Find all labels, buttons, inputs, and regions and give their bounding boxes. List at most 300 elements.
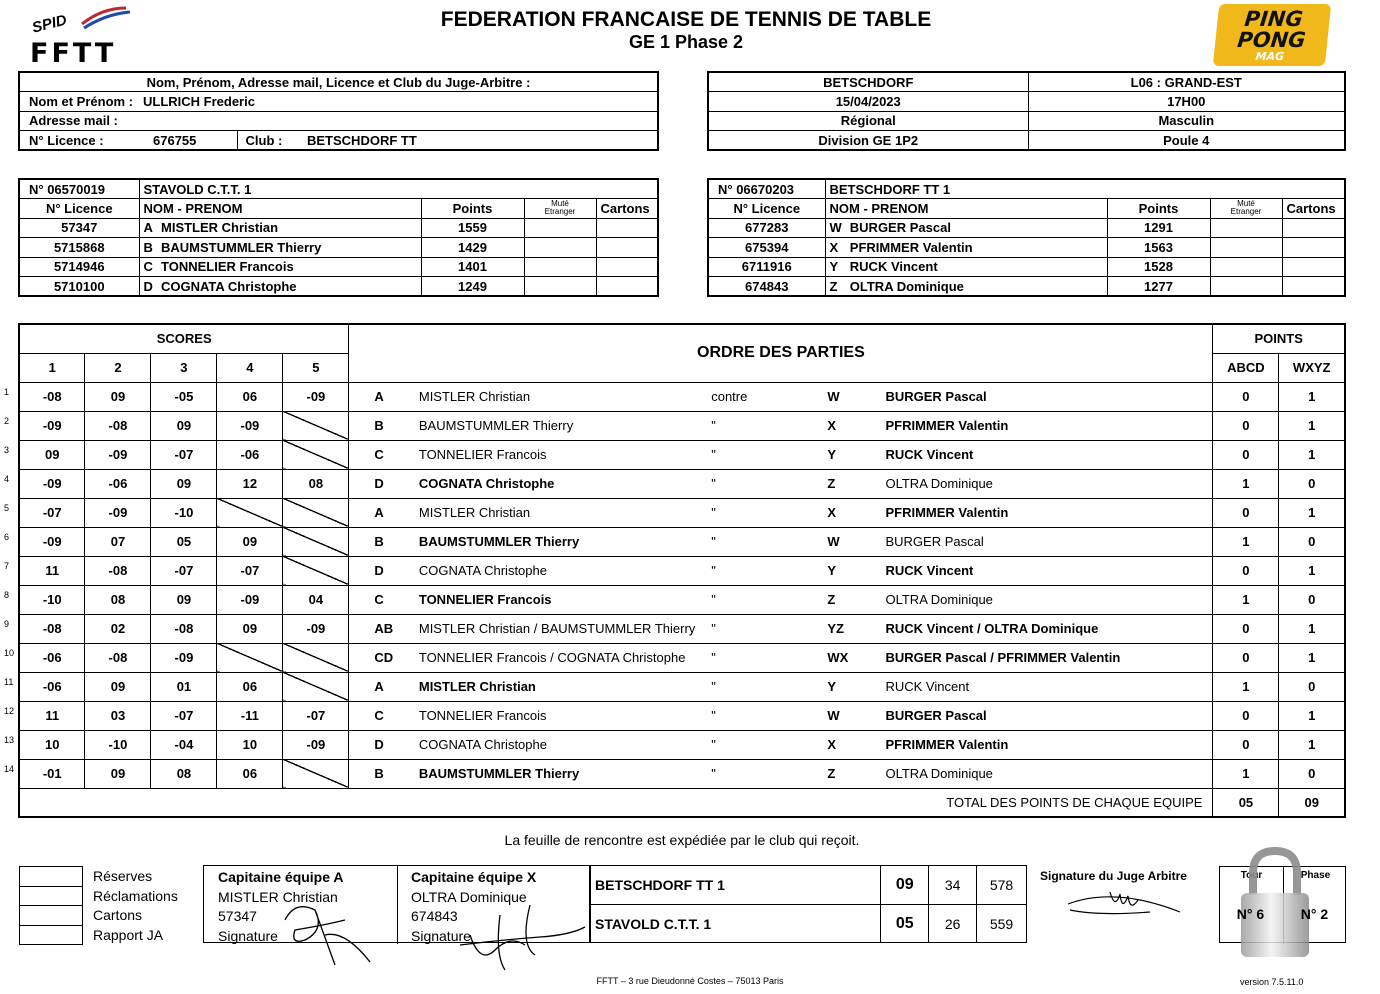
set-score: 06 [217,672,283,701]
points-x: 1 [1279,382,1345,411]
set-score: -06 [19,643,85,672]
set-score: -08 [85,643,151,672]
set-score: 09 [85,382,151,411]
result-score-2: 05 [881,905,929,943]
player-x-name: BURGER Pascal / PFRIMMER Valentin [871,643,1212,672]
set-score: 06 [217,382,283,411]
player-x-name: PFRIMMER Valentin [871,730,1212,759]
game-row [19,556,1345,585]
points-x: 1 [1279,498,1345,527]
versus-label: " [666,701,823,730]
match-league: L06 : GRAND-EST [1028,72,1345,92]
game-row [19,498,1345,527]
set-score [283,556,349,585]
player-a-letter: A [349,672,415,701]
player-x-letter: Y [823,440,871,469]
set-score: 04 [283,585,349,614]
referee-heading: Nom, Prénom, Adresse mail, Licence et Club du Juge-Arbitre : [19,72,658,92]
game-row [19,411,1345,440]
player-x-name: OLTRA Dominique [871,759,1212,788]
set-score [283,672,349,701]
player-x-letter: Y [823,556,871,585]
set-score [217,643,283,672]
set-score: -01 [19,759,85,788]
points-a: 0 [1213,498,1279,527]
set-score: 10 [217,730,283,759]
set-score [283,440,349,469]
set-score: -11 [217,701,283,730]
team-x-name: BETSCHDORF TT 1 [825,179,1345,199]
points-x: 0 [1279,759,1345,788]
points-a: 0 [1213,440,1279,469]
set-score: 02 [85,614,151,643]
row-number: 11 [4,677,14,687]
team-x-player-row: 675394 X PFRIMMER Valentin 1563 [708,238,1345,258]
set-score: -10 [19,585,85,614]
set-score: 08 [283,469,349,498]
team-x-col-cards: Cartons [1282,199,1345,219]
row-number: 4 [4,474,10,484]
set-4-label: 4 [217,353,283,382]
points-label: POINTS [1213,324,1345,353]
player-a-letter: CD [349,643,415,672]
set-score: 10 [19,730,85,759]
checklist-table [19,866,183,945]
versus-label: " [666,643,823,672]
versus-label: " [666,469,823,498]
checklist-rapport: Rapport JA [93,926,164,943]
result-pts-1: 578 [977,866,1027,905]
versus-label: " [666,440,823,469]
captain-a-name: MISTLER Christian [218,888,338,905]
row-number: 12 [4,706,15,716]
result-team-1: BETSCHDORF TT 1 [591,866,881,905]
set-score: 09 [85,672,151,701]
set-3-label: 3 [151,353,217,382]
set-score: 11 [19,701,85,730]
points-a: 1 [1213,759,1279,788]
player-x-name: RUCK Vincent / OLTRA Dominique [871,614,1212,643]
player-x-letter: X [823,498,871,527]
captain-x-title: Capitaine équipe X [411,869,537,885]
player-x-letter: X [823,411,871,440]
game-row [19,382,1345,411]
set-score: 09 [151,411,217,440]
player-a-letter: D [349,556,415,585]
player-a-name: MISTLER Christian [415,498,666,527]
set-score: -09 [217,585,283,614]
player-x-name: BURGER Pascal [871,701,1212,730]
captain-x-signature-label: Signature [411,927,471,944]
address: FFTT – 3 rue Dieudonné Costes – 75013 Paris [596,976,784,986]
captain-a-signature-label: Signature [218,927,278,944]
referee-signature-label: Signature du Juge Arbitre [1040,869,1187,883]
versus-label: " [666,730,823,759]
captain-a-signature [265,880,385,970]
player-x-name: PFRIMMER Valentin [871,498,1212,527]
set-score: -07 [151,440,217,469]
player-x-letter: Z [823,585,871,614]
team-x-player-row: 6711916 Y RUCK Vincent 1528 [708,257,1345,277]
player-x-name: OLTRA Dominique [871,585,1212,614]
set-score: -08 [85,556,151,585]
player-x-letter: W [823,701,871,730]
set-2-label: 2 [85,353,151,382]
brand-line1: PING [1243,7,1304,31]
game-row [19,730,1345,759]
player-a-name: BAUMSTUMMLER Thierry [415,759,666,788]
spid-text: SPID [30,11,69,37]
points-x: 1 [1279,440,1345,469]
row-number: 13 [4,735,15,745]
set-score: -09 [85,440,151,469]
referee-club-value: BETSCHDORF TT [297,131,658,151]
set-score: -09 [151,643,217,672]
federation-title: FEDERATION FRANCAISE DE TENNIS DE TABLE [440,8,932,31]
set-score: -06 [217,440,283,469]
referee-licence-value: 676755 [139,131,237,151]
points-a: 0 [1213,614,1279,643]
scores-table [18,323,1346,818]
player-a-name: TONNELIER Francois [415,585,666,614]
checkbox-cartons[interactable] [20,906,83,926]
match-location: BETSCHDORF [708,72,1028,92]
row-number: 10 [4,648,15,658]
set-score: -07 [151,701,217,730]
player-a-name: TONNELIER Francois [415,440,666,469]
player-a-letter: B [349,527,415,556]
set-score: 06 [217,759,283,788]
captain-x-signature [440,895,600,980]
player-a-name: MISTLER Christian / BAUMSTUMMLER Thierry [415,614,666,643]
points-x: 1 [1279,411,1345,440]
set-score: 08 [151,759,217,788]
player-a-name: MISTLER Christian [415,382,666,411]
game-row [19,759,1345,788]
player-x-letter: Z [823,759,871,788]
points-a: 0 [1213,730,1279,759]
points-a: 1 [1213,585,1279,614]
versus-label: " [666,585,823,614]
points-x: 1 [1279,643,1345,672]
total-x: 09 [1279,788,1345,817]
set-score: -07 [283,701,349,730]
team-x-number: N° 06670203 [708,179,825,199]
result-sets-1: 34 [929,866,977,905]
player-a-letter: A [349,382,415,411]
set-score: 01 [151,672,217,701]
row-number: 6 [4,532,10,542]
match-info-table [707,71,1346,151]
versus-label: " [666,411,823,440]
total-label: TOTAL DES POINTS DE CHAQUE EQUIPE [19,788,1213,817]
game-row [19,643,1345,672]
points-a: 1 [1213,672,1279,701]
match-division: Division GE 1P2 [708,131,1028,151]
team-a-col-name: NOM - PRENOM [139,199,421,219]
team-a-col-mute: Muté Etranger [524,199,596,219]
set-score: -08 [151,614,217,643]
set-score: 09 [217,527,283,556]
player-x-name: RUCK Vincent [871,440,1212,469]
player-a-letter: D [349,469,415,498]
set-score: -04 [151,730,217,759]
set-5-label: 5 [283,353,349,382]
player-a-name: BAUMSTUMMLER Thierry [415,527,666,556]
captain-x-name: OLTRA Dominique [411,888,527,905]
points-x: 0 [1279,585,1345,614]
player-x-name: PFRIMMER Valentin [871,411,1212,440]
captain-x-licence: 674843 [411,908,458,924]
player-a-name: TONNELIER Francois [415,701,666,730]
points-a: 1 [1213,527,1279,556]
game-row [19,672,1345,701]
set-score: -08 [19,614,85,643]
points-a: 0 [1213,382,1279,411]
set-score: -07 [19,498,85,527]
order-label: ORDRE DES PARTIES [349,324,1213,382]
versus-label: " [666,759,823,788]
game-row [19,701,1345,730]
set-score: -08 [19,382,85,411]
player-x-letter: W [823,527,871,556]
versus-label: " [666,498,823,527]
tour-value: N° 6 [1236,906,1265,922]
set-score: -07 [151,556,217,585]
set-score [283,643,349,672]
player-x-letter: W [823,382,871,411]
referee-licence-label: N° Licence : [19,131,139,151]
result-team-2: STAVOLD C.T.T. 1 [591,905,881,943]
set-score: -08 [85,411,151,440]
player-a-letter: C [349,701,415,730]
points-a: 0 [1213,701,1279,730]
player-x-letter: YZ [823,614,871,643]
captain-a-title: Capitaine équipe A [218,869,344,885]
versus-label: " [666,672,823,701]
checkbox-rapport[interactable] [20,925,83,945]
match-pool: Poule 4 [1028,131,1345,151]
points-x: 0 [1279,527,1345,556]
row-number: 1 [4,387,10,397]
match-level: Régional [708,111,1028,131]
set-score [217,498,283,527]
player-x-letter: X [823,730,871,759]
result-table [590,865,1027,943]
set-score: -06 [19,672,85,701]
checklist-reserves: Réserves [93,868,153,885]
player-a-name: TONNELIER Francois / COGNATA Christophe [415,643,666,672]
set-score: -09 [283,382,349,411]
set-score: 07 [85,527,151,556]
brand-line3: MAG [1254,50,1285,63]
set-score: -06 [85,469,151,498]
set-score: 08 [85,585,151,614]
team-a-col-licence: N° Licence [19,199,139,219]
sent-note: La feuille de rencontre est expédiée par le club qui reçoit. [504,832,860,848]
points-x: 1 [1279,701,1345,730]
player-a-letter: C [349,440,415,469]
referee-name-label: Nom et Prénom : [19,92,139,112]
points-x: 1 [1279,556,1345,585]
set-score: -09 [19,469,85,498]
competition-title: GE 1 Phase 2 [628,32,744,52]
referee-name-value: ULLRICH Frederic [139,92,658,112]
row-number: 9 [4,619,10,629]
set-score: -05 [151,382,217,411]
player-x-name: BURGER Pascal [871,527,1212,556]
row-number: 8 [4,590,10,600]
set-score: -07 [217,556,283,585]
padlock-icon [1235,845,1315,960]
set-score [283,411,349,440]
team-x-col-licence: N° Licence [708,199,825,219]
set-score: -10 [85,730,151,759]
team-a-player-row: 57347 A MISTLER Christian 1559 [19,218,658,238]
team-x-player-row: 674843 Z OLTRA Dominique 1277 [708,277,1345,297]
row-number: 2 [4,416,10,426]
points-a: 1 [1213,469,1279,498]
team-x-player-row: 677283 W BURGER Pascal 1291 [708,218,1345,238]
tour-label: Tour [1240,870,1263,881]
set-score: -10 [151,498,217,527]
checkbox-reclamations[interactable] [20,886,83,906]
version: version 7.5.11.0 [1240,977,1304,987]
team-x-col-points: Points [1107,199,1210,219]
result-pts-2: 559 [977,905,1027,943]
team-a-number: N° 06570019 [19,179,139,199]
set-score: 05 [151,527,217,556]
referee-club-label: Club : [237,131,297,151]
set-score: -09 [283,730,349,759]
set-score: 09 [85,759,151,788]
versus-label: " [666,614,823,643]
player-a-name: BAUMSTUMMLER Thierry [415,411,666,440]
player-x-letter: WX [823,643,871,672]
set-score: -09 [217,411,283,440]
player-a-letter: B [349,759,415,788]
versus-label: contre [666,382,823,411]
set-score: -09 [283,614,349,643]
row-number: 14 [4,764,15,774]
set-score: 03 [85,701,151,730]
player-a-letter: A [349,498,415,527]
set-score: 09 [151,585,217,614]
points-x: 0 [1279,469,1345,498]
referee-mail-value [139,111,658,131]
set-score: 11 [19,556,85,585]
set-1-label: 1 [19,353,85,382]
captain-a-licence: 57347 [218,908,257,924]
player-a-letter: B [349,411,415,440]
player-x-name: RUCK Vincent [871,672,1212,701]
player-a-name: COGNATA Christophe [415,730,666,759]
set-score [283,498,349,527]
ping-pong-mag-logo [1213,4,1332,66]
team-x-table [707,178,1346,297]
scores-label: SCORES [19,324,349,353]
points-x: 0 [1279,672,1345,701]
player-a-name: MISTLER Christian [415,672,666,701]
checklist-cartons: Cartons [93,907,143,924]
set-score: 12 [217,469,283,498]
match-gender: Masculin [1028,111,1345,131]
row-number: 5 [4,503,10,513]
player-x-name: BURGER Pascal [871,382,1212,411]
result-score-1: 09 [881,866,929,905]
player-a-name: COGNATA Christophe [415,469,666,498]
set-score: -09 [19,527,85,556]
player-a-letter: AB [349,614,415,643]
referee-signature [1060,882,1190,922]
points-a: 0 [1213,411,1279,440]
fftt-spid-logo [22,4,137,68]
player-x-name: OLTRA Dominique [871,469,1212,498]
set-score: -09 [85,498,151,527]
set-score: 09 [19,440,85,469]
match-date: 15/04/2023 [708,92,1028,112]
player-a-letter: D [349,730,415,759]
fftt-text: FFTT [30,38,117,69]
match-time: 17H00 [1028,92,1345,112]
game-row [19,585,1345,614]
referee-table [18,71,659,151]
player-a-letter: C [349,585,415,614]
set-score: 09 [217,614,283,643]
player-a-name: COGNATA Christophe [415,556,666,585]
phase-label: Phase [1300,870,1331,881]
row-number: 7 [4,561,10,571]
player-x-name: RUCK Vincent [871,556,1212,585]
row-number: 3 [4,445,10,455]
game-row [19,527,1345,556]
player-x-letter: Z [823,469,871,498]
points-a: 0 [1213,643,1279,672]
total-a: 05 [1213,788,1279,817]
set-score: -09 [19,411,85,440]
team-a-table [18,178,659,297]
checklist-reclamations: Réclamations [93,887,178,904]
team-a-col-points: Points [421,199,524,219]
team-a-player-row: 5710100 D COGNATA Christophe 1249 [19,277,658,297]
page-title [350,8,1022,53]
team-a-player-row: 5715868 B BAUMSTUMMLER Thierry 1429 [19,238,658,258]
points-x: 1 [1279,730,1345,759]
team-x-col-name: NOM - PRENOM [825,199,1107,219]
points-x: 1 [1279,614,1345,643]
col-wxyz: WXYZ [1279,353,1345,382]
team-x-col-mute: Muté Etranger [1210,199,1282,219]
set-score: 09 [151,469,217,498]
game-row [19,440,1345,469]
versus-label: " [666,527,823,556]
set-score [283,527,349,556]
brand-line2: PONG [1236,28,1307,52]
col-abcd: ABCD [1213,353,1279,382]
game-row [19,614,1345,643]
game-row [19,469,1345,498]
phase-value: N° 2 [1300,906,1329,922]
team-a-name: STAVOLD C.T.T. 1 [139,179,658,199]
set-score [283,759,349,788]
result-sets-2: 26 [929,905,977,943]
versus-label: " [666,556,823,585]
referee-mail-label: Adresse mail : [19,111,139,131]
team-a-player-row: 5714946 C TONNELIER Francois 1401 [19,257,658,277]
checkbox-reserves[interactable] [20,867,83,887]
points-a: 0 [1213,556,1279,585]
team-a-col-cards: Cartons [596,199,658,219]
